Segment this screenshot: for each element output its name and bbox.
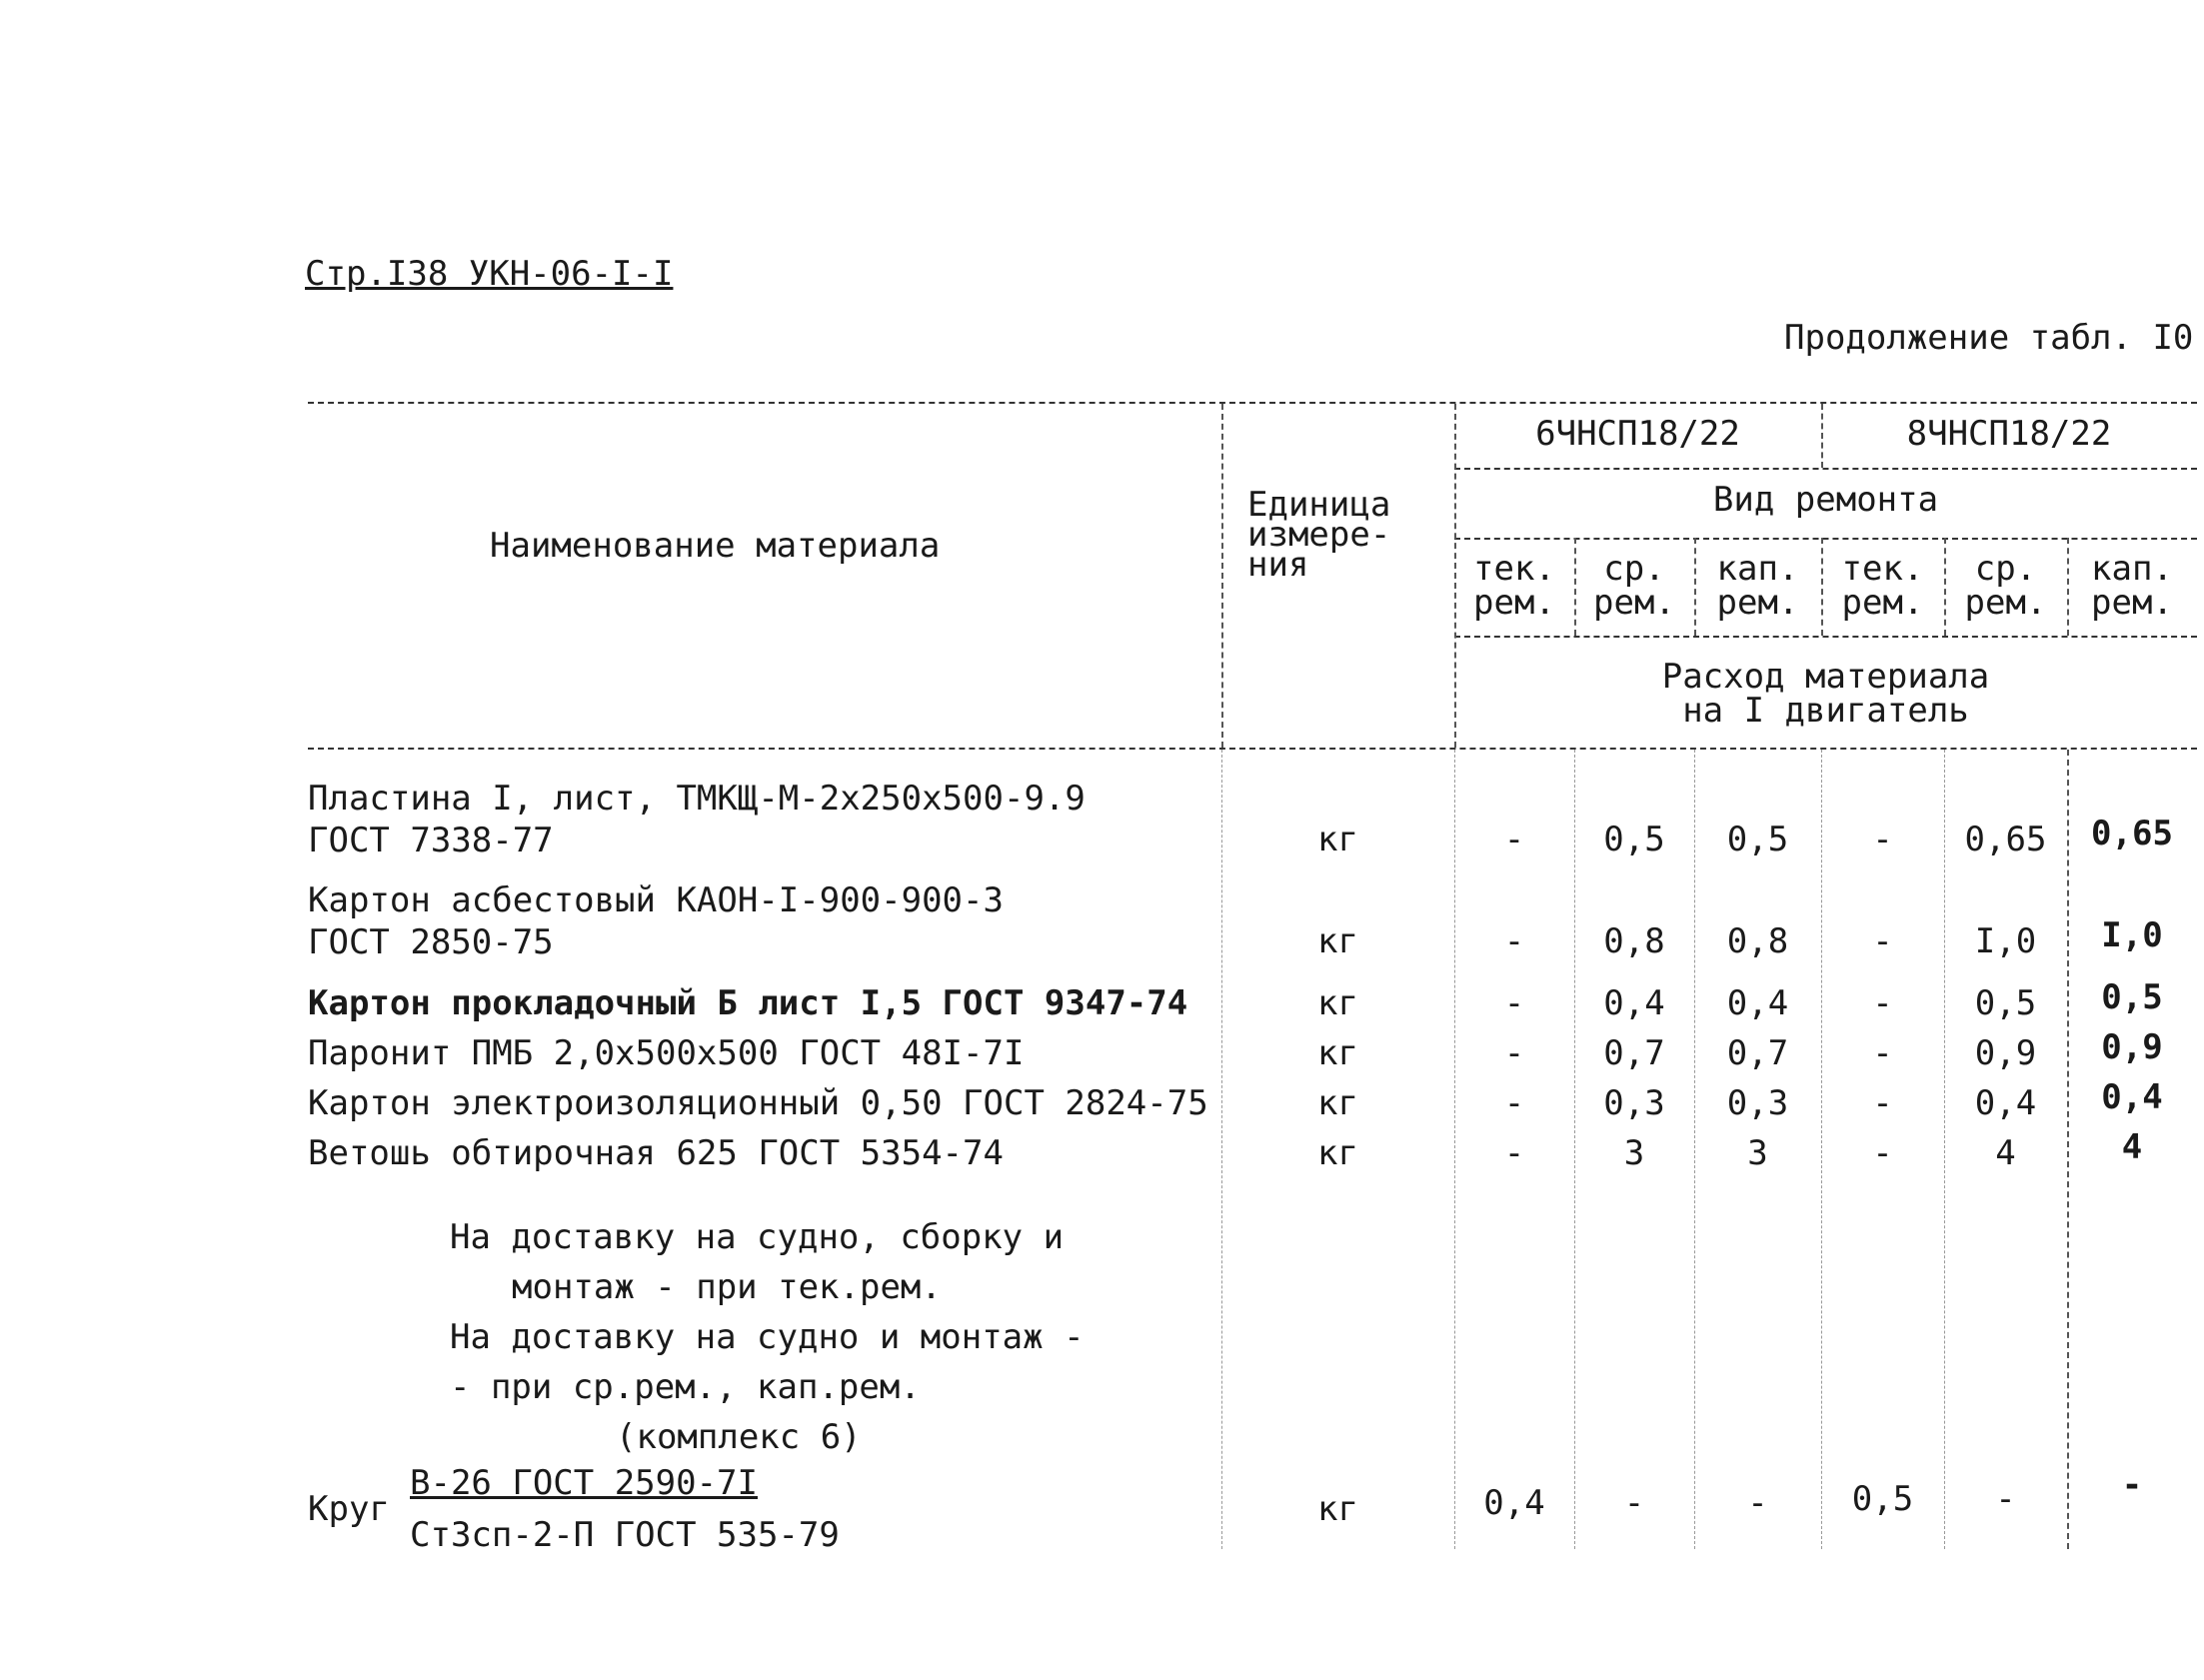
table-row-1-v1: - [1503,820,1525,859]
table-row-2-v2: 0,8 [1603,921,1665,961]
table-row-6-v5: 4 [1995,1133,2016,1173]
table-row-1-unit: кг [1317,820,1358,859]
table-row-1-v3: 0,5 [1726,820,1789,859]
repair-col-4: тек. рем. [1841,549,1924,623]
consumption-header: Расход материала на I двигатель [1661,657,1990,731]
engine-header-6: 6ЧНСП18/22 [1535,414,1740,454]
table-row-2-v5: I,0 [1974,921,2037,961]
table-row-6-v3: 3 [1747,1133,1768,1173]
header-bottom-rule [308,748,2197,750]
table-row-3-name: Картон прокладочный Б лист I,5 ГОСТ 9347-74 [308,983,1188,1023]
table-row-5-v6: 0,4 [2101,1077,2163,1117]
column-header-name: Наименование материала [490,526,941,566]
col-divider-name [1221,404,1223,748]
table-row-4-unit: кг [1317,1033,1358,1073]
table-row-6-v6: 4 [2121,1127,2143,1167]
table-row-3-v6: 0,5 [2101,977,2163,1017]
last-row-v2: - [1623,1483,1645,1523]
note-line-5: (комплекс 6) [616,1417,862,1457]
table-row-5-v1: - [1503,1083,1525,1123]
table-row-1-v6: 0,65 [2091,814,2173,853]
table-row-2-v1: - [1503,921,1525,961]
table-row-3-v5: 0,5 [1974,983,2037,1023]
table-row-4-v4: - [1872,1033,1893,1073]
table-row-3-v1: - [1503,983,1525,1023]
last-row-v1: 0,4 [1483,1483,1545,1523]
table-row-3-v3: 0,4 [1726,983,1789,1023]
table-row-1-name: Пластина I, лист, ТМКЩ-М-2х250х500-9.9 ГОСТ 7338-77 [308,779,1086,860]
table-continuation-label: Продолжение табл. I0 [1784,318,2194,358]
table-row-2-v3: 0,8 [1726,921,1789,961]
table-row-6-v1: - [1503,1133,1525,1173]
table-row-5-v5: 0,4 [1974,1083,2037,1123]
table-row-6-unit: кг [1317,1133,1358,1173]
table-row-2-name: Картон асбестовый КАОН-I-900-900-3 ГОСТ 2850-75 [308,880,1004,962]
last-row-v3: - [1747,1483,1768,1523]
repair-type-header: Вид ремонта [1712,480,1939,520]
note-line-4: - при ср.рем., кап.рем. [450,1367,921,1407]
repair-type-rule [1454,538,2197,540]
table-row-6-name: Ветошь обтирочная 625 ГОСТ 5354-74 [308,1133,1004,1173]
repair-cols-rule [1454,636,2197,638]
repair-col-3: кап. рем. [1716,549,1799,623]
repair-col-6: кап. рем. [2091,549,2173,623]
last-row-denominator: Ст3сп-2-П ГОСТ 535-79 [410,1515,840,1555]
table-row-2-v4: - [1872,921,1893,961]
table-row-2-v6: I,0 [2101,915,2163,955]
last-row-v6: - [2121,1465,2143,1505]
table-row-4-v1: - [1503,1033,1525,1073]
table-row-6-v4: - [1872,1133,1893,1173]
table-row-1-v5: 0,65 [1964,820,2047,859]
note-line-1: На доставку на судно, сборку и [450,1217,1065,1257]
table-row-5-v3: 0,3 [1726,1083,1789,1123]
engine-header-rule [1454,468,2197,470]
table-row-2-unit: кг [1317,921,1358,961]
table-row-5-v2: 0,3 [1603,1083,1665,1123]
table-row-5-v4: - [1872,1083,1893,1123]
last-row-v5: - [1995,1479,2016,1519]
last-row-numerator: В-26 ГОСТ 2590-7I [410,1463,758,1503]
last-row-label: Круг [308,1489,390,1529]
table-row-4-v5: 0,9 [1974,1033,2037,1073]
table-row-4-v6: 0,9 [2101,1027,2163,1067]
note-line-3: На доставку на судно и монтаж - [450,1317,1085,1357]
table-row-5-unit: кг [1317,1083,1358,1123]
note-line-2: монтаж - при тек.рем. [512,1267,942,1307]
table-row-4-name: Паронит ПМБ 2,0х500х500 ГОСТ 48I-7I [308,1033,1025,1073]
table-row-1-v2: 0,5 [1603,820,1665,859]
table-row-3-v4: - [1872,983,1893,1023]
page-reference: Стр.I38 УКН-06-I-I [305,254,674,294]
last-row-v4: 0,5 [1851,1479,1914,1519]
table-row-3-unit: кг [1317,983,1358,1023]
table-row-5-name: Картон электроизоляционный 0,50 ГОСТ 2824-75 [308,1083,1208,1123]
repair-col-5: ср. рем. [1964,549,2047,623]
table-row-4-v2: 0,7 [1603,1033,1665,1073]
table-row-4-v3: 0,7 [1726,1033,1789,1073]
table-row-1-v4: - [1872,820,1893,859]
table-top-rule [308,402,2197,404]
engine-header-8: 8ЧНСП18/22 [1906,414,2112,454]
last-row-unit: кг [1317,1489,1358,1529]
column-header-unit: Единица измере- ния [1247,485,1391,585]
repair-col-1: тек. рем. [1473,549,1555,623]
repair-col-2: ср. рем. [1593,549,1675,623]
table-row-6-v2: 3 [1623,1133,1645,1173]
table-row-3-v2: 0,4 [1603,983,1665,1023]
